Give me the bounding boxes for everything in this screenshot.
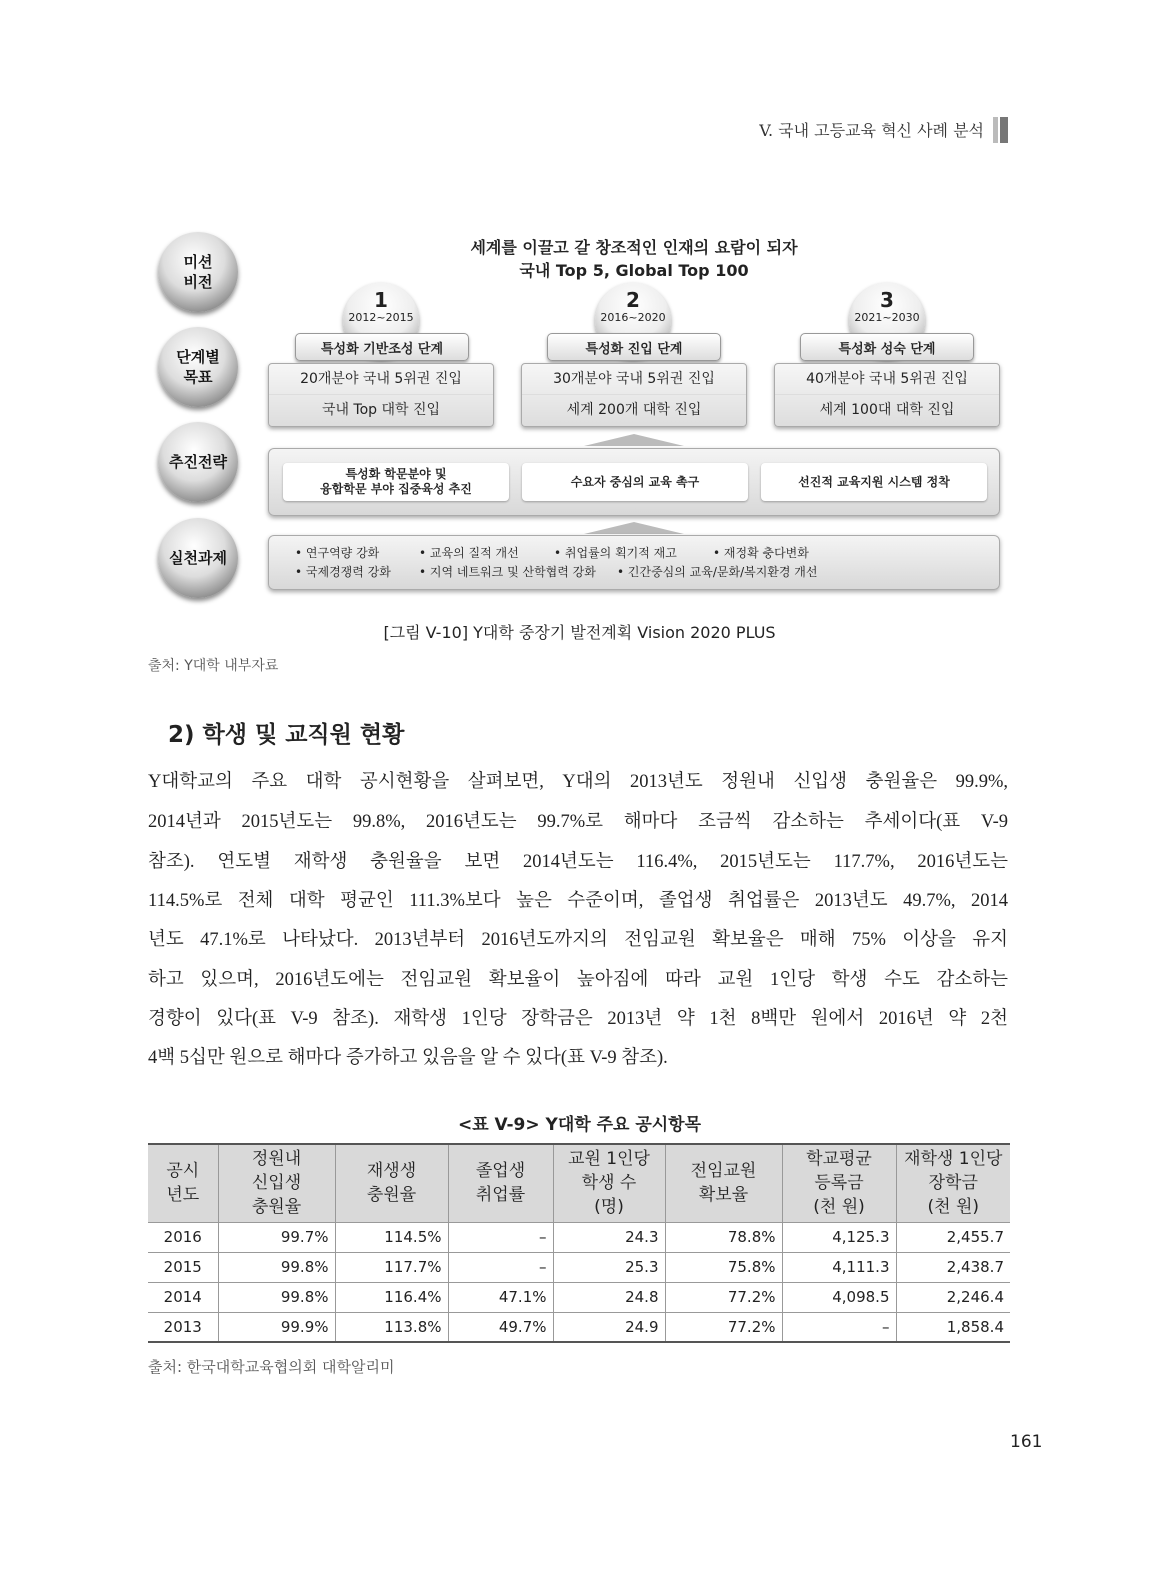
- task-item: • 긴간중심의 교육/문화/복지환경 개선: [617, 565, 818, 579]
- task-item: • 연구역량 강화: [295, 546, 380, 560]
- table-row: [148, 1282, 1010, 1312]
- col-header: 재학생 1인당 장학금 (천 원): [896, 1144, 1010, 1222]
- row-label-mission: 미션 비전: [158, 232, 238, 312]
- paragraph-line: 하고 있으며, 2016년도에는 전임교원 확보율이 높아짐에 따라 교원 1인당 학생 수도 감소하는: [148, 970, 1008, 990]
- table-cell: 99.8%: [218, 1282, 335, 1312]
- phase-1-goals: 20개분야 국내 5위권 진입 국내 Top 대학 진입: [268, 363, 494, 427]
- table-cell: 25.3: [553, 1252, 665, 1282]
- tasks-panel: [268, 535, 1000, 590]
- table-header-row: [148, 1144, 1010, 1222]
- row-label-tasks: 실천과제: [158, 518, 238, 598]
- table-cell: 113.8%: [335, 1312, 448, 1342]
- table-cell: 2016: [148, 1222, 218, 1252]
- table-row: [148, 1312, 1010, 1342]
- phase-3-goals: 40개분야 국내 5위권 진입 세계 100대 대학 진입: [774, 363, 1000, 427]
- section-heading: 2) 학생 및 교직원 현황: [168, 722, 405, 748]
- table-cell: 2,246.4: [896, 1282, 1010, 1312]
- up-arrow-icon: [584, 434, 684, 446]
- table-cell: 117.7%: [335, 1252, 448, 1282]
- col-header: 교원 1인당 학생 수 (명): [553, 1144, 665, 1222]
- phase-3-badge: 3 2021~2030: [849, 283, 925, 359]
- task-item: • 교육의 질적 개선: [419, 546, 519, 560]
- row-label-goals: 단계별 목표: [158, 327, 238, 407]
- table-cell: –: [782, 1312, 896, 1342]
- paragraph-line: 참조). 연도별 재학생 충원율을 보면 2014년도는 116.4%, 2015년도는 117.7%, 2016년도는: [148, 852, 1008, 872]
- header-bar-decoration: [1000, 117, 1008, 143]
- mission-statement: 세계를 이끌고 갈 창조적인 인재의 요람이 되자 국내 Top 5, Global Top 100: [470, 238, 798, 280]
- header-bar-decoration: [993, 117, 998, 143]
- col-header: 정원내 신입생 충원율: [218, 1144, 335, 1222]
- paragraph-line: 2014년과 2015년도는 99.8%, 2016년도는 99.7%로 해마다 조금씩 감소하는 추세이다(표 V-9: [148, 812, 1008, 832]
- phase-2-title: 특성화 진입 단계: [547, 333, 721, 361]
- task-item: • 취업률의 획기적 재고: [554, 546, 677, 560]
- table-cell: 4,125.3: [782, 1222, 896, 1252]
- table-cell: 2,455.7: [896, 1222, 1010, 1252]
- col-header: 전임교원 확보율: [665, 1144, 782, 1222]
- phase-1-title: 특성화 기반조성 단계: [295, 333, 469, 361]
- table-cell: 24.8: [553, 1282, 665, 1312]
- up-arrow-icon: [584, 522, 684, 534]
- paragraph-line: 114.5%로 전체 대학 평균인 111.3%보다 높은 수준이며, 졸업생 취업률은 2013년도 49.7%, 2014: [148, 891, 1008, 911]
- figure-caption: [그림 V-10] Y대학 중장기 발전계획 Vision 2020 PLUS: [383, 623, 776, 642]
- table-cell: 1,858.4: [896, 1312, 1010, 1342]
- table-source: 출처: 한국대학교육협의회 대학알리미: [148, 1358, 395, 1376]
- figure-source: 출처: Y대학 내부자료: [148, 658, 279, 674]
- paragraph-line: 경향이 있다(표 V-9 참조). 재학생 1인당 장학금은 2013년 약 1천 8백만 원에서 2016년 약 2천: [148, 1009, 1008, 1029]
- table-cell: 47.1%: [448, 1282, 553, 1312]
- table-cell: 2015: [148, 1252, 218, 1282]
- table-cell: 49.7%: [448, 1312, 553, 1342]
- col-header: 공시 년도: [148, 1144, 218, 1222]
- paragraph-line: Y대학교의 주요 대학 공시현황을 살펴보면, Y대의 2013년도 정원내 신입생 충원율은 99.9%,: [148, 772, 1008, 792]
- running-header: V. 국내 고등교육 혁신 사례 분석: [759, 121, 984, 140]
- table-cell: 75.8%: [665, 1252, 782, 1282]
- page-number: 161: [1010, 1432, 1043, 1452]
- col-header: 재생생 충원율: [335, 1144, 448, 1222]
- task-item: • 재정확 충다변화: [713, 546, 809, 560]
- table-cell: 77.2%: [665, 1282, 782, 1312]
- strategy-item: 수요자 중심의 교육 촉구: [522, 463, 748, 501]
- row-label-strategy: 추진전략: [158, 422, 238, 502]
- table-cell: 114.5%: [335, 1222, 448, 1252]
- strategy-item: 특성화 학문분야 및 융합학문 부야 집중육성 추진: [283, 463, 509, 501]
- table-cell: 24.3: [553, 1222, 665, 1252]
- col-header: 학교평균 등록금 (천 원): [782, 1144, 896, 1222]
- phase-2-goals: 30개분야 국내 5위권 진입 세계 200개 대학 진입: [521, 363, 747, 427]
- table-cell: 99.8%: [218, 1252, 335, 1282]
- table-cell: 2013: [148, 1312, 218, 1342]
- col-header: 졸업생 취업률: [448, 1144, 553, 1222]
- table-cell: 99.7%: [218, 1222, 335, 1252]
- table-cell: 4,098.5: [782, 1282, 896, 1312]
- table-cell: –: [448, 1222, 553, 1252]
- table-cell: –: [448, 1252, 553, 1282]
- table-row: [148, 1222, 1010, 1252]
- disclosure-table: [148, 1143, 1010, 1343]
- table-cell: 99.9%: [218, 1312, 335, 1342]
- table-cell: 24.9: [553, 1312, 665, 1342]
- paragraph-line: 4백 5십만 원으로 해마다 증가하고 있음을 알 수 있다(표 V-9 참조).: [148, 1048, 668, 1068]
- table-row: [148, 1252, 1010, 1282]
- table-cell: 116.4%: [335, 1282, 448, 1312]
- paragraph-line: 년도 47.1%로 나타났다. 2013년부터 2016년도까지의 전임교원 확보율은 매해 75% 이상을 유지: [148, 930, 1008, 950]
- table-cell: 78.8%: [665, 1222, 782, 1252]
- table-cell: 2,438.7: [896, 1252, 1010, 1282]
- strategy-panel: [268, 448, 1000, 516]
- phase-1-badge: 1 2012~2015: [343, 283, 419, 359]
- strategy-item: 선진적 교육지원 시스템 정착: [761, 463, 987, 501]
- table-cell: 4,111.3: [782, 1252, 896, 1282]
- task-item: • 지역 네트워크 및 산학협력 강화: [419, 565, 596, 579]
- table-title: <표 V-9> Y대학 주요 공시항목: [457, 1115, 702, 1135]
- phase-3-title: 특성화 성숙 단계: [800, 333, 974, 361]
- table-cell: 2014: [148, 1282, 218, 1312]
- table-cell: 77.2%: [665, 1312, 782, 1342]
- task-item: • 국제경쟁력 강화: [295, 565, 391, 579]
- phase-2-badge: 2 2016~2020: [595, 283, 671, 359]
